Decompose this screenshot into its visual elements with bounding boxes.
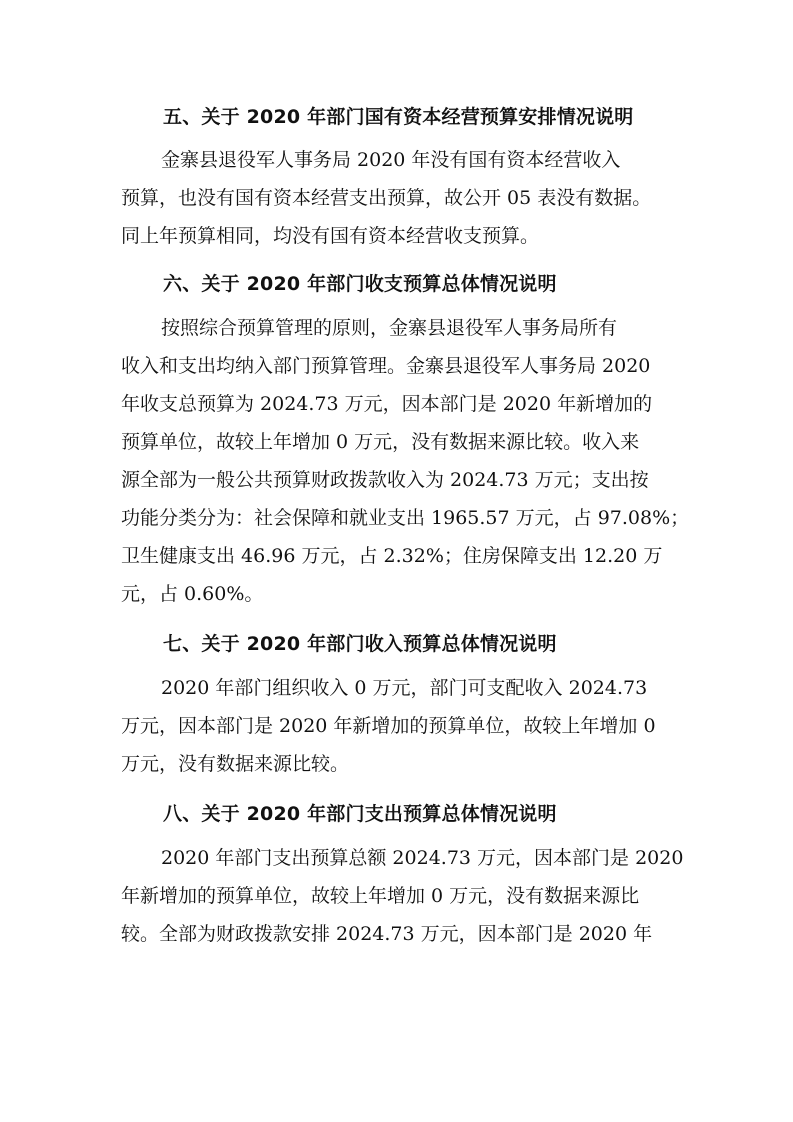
paragraph-line: 万元，没有数据来源比较。 <box>121 753 350 775</box>
paragraph-line: 同上年预算相同，均没有国有资本经营收支预算。 <box>121 225 540 247</box>
paragraph-line: 功能分类分为：社会保障和就业支出 1965.57 万元，占 97.08%； <box>121 507 690 529</box>
paragraph-line: 较。全部为财政拨款安排 2024.73 万元，因本部门是 2020 年 <box>121 923 653 945</box>
paragraph-line: 按照综合预算管理的原则，金寨县退役军人事务局所有 <box>161 317 618 339</box>
paragraph-line: 万元，因本部门是 2020 年新增加的预算单位，故较上年增加 0 <box>121 715 656 737</box>
paragraph-line: 收入和支出均纳入部门预算管理。金寨县退役军人事务局 2020 <box>121 355 651 377</box>
paragraph-line: 金寨县退役军人事务局 2020 年没有国有资本经营收入 <box>161 149 621 171</box>
paragraph-line: 年新增加的预算单位，故较上年增加 0 万元，没有数据来源比 <box>121 885 640 907</box>
paragraph-line: 2020 年部门组织收入 0 万元，部门可支配收入 2024.73 <box>161 677 648 699</box>
section-heading-7: 七、关于 2020 年部门收入预算总体情况说明 <box>163 633 557 655</box>
paragraph-line: 预算单位，故较上年增加 0 万元，没有数据来源比较。收入来 <box>121 431 640 453</box>
paragraph-line: 元，占 0.60%。 <box>121 583 264 605</box>
section-heading-5: 五、关于 2020 年部门国有资本经营预算安排情况说明 <box>163 106 634 128</box>
section-heading-6: 六、关于 2020 年部门收支预算总体情况说明 <box>163 273 557 295</box>
paragraph-line: 预算，也没有国有资本经营支出预算，故公开 05 表没有数据。 <box>121 187 652 209</box>
paragraph-line: 源全部为一般公共预算财政拨款收入为 2024.73 万元；支出按 <box>121 469 649 491</box>
paragraph-line: 年收支总预算为 2024.73 万元，因本部门是 2020 年新增加的 <box>121 393 653 415</box>
section-heading-8: 八、关于 2020 年部门支出预算总体情况说明 <box>163 803 557 825</box>
paragraph-line: 2020 年部门支出预算总额 2024.73 万元，因本部门是 2020 <box>161 847 684 869</box>
paragraph-line: 卫生健康支出 46.96 万元，占 2.32%；住房保障支出 12.20 万 <box>121 545 663 567</box>
